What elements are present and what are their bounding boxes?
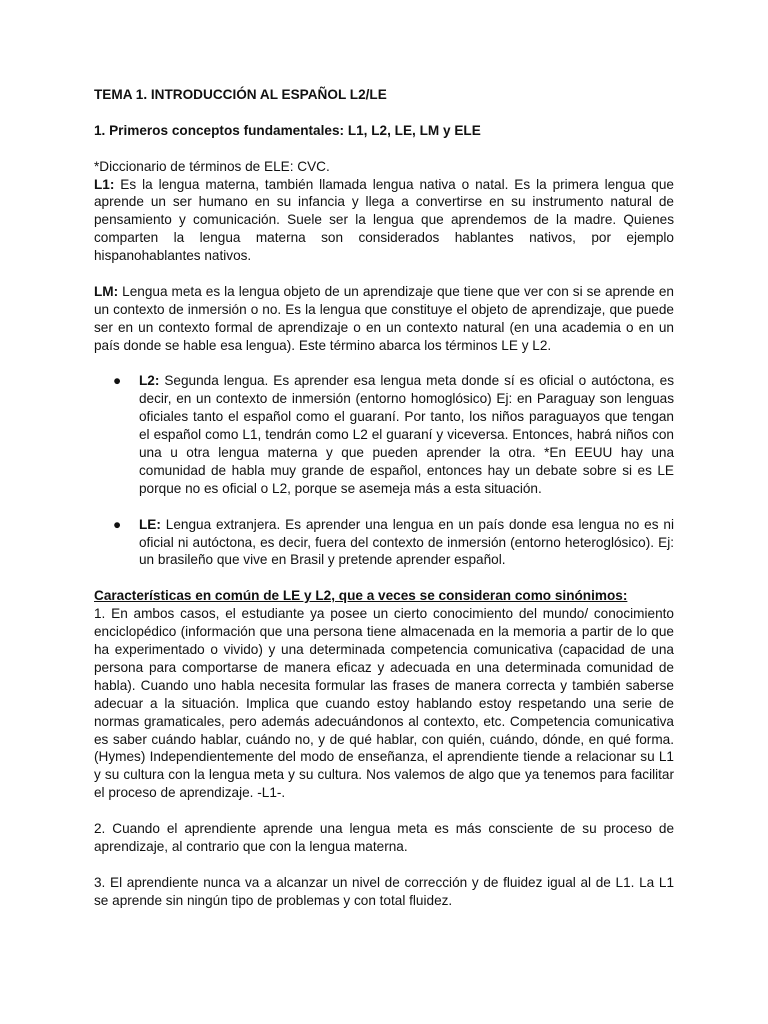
paragraph-lm [94, 283, 674, 355]
point-1: 1. En ambos casos, el estudiante ya posee un cierto conocimiento del mundo/ conocimiento enciclopédico (información que una persona tiene almacenada en la memoria a partir de lo que ha experimentado o vivido) y una determinada competencia comunicativa (capacidad de una persona para comportarse de manera eficaz y adecuada en una determinada comunidad de habla). Cuando uno habla necesita formular las frases de manera correcta y también saberse adecuar a la situación. Implica que cuando estoy hablando estoy respetando una serie de normas gramaticales, pero además adecuándonos al contexto, etc. Competencia comunicativa es saber cuándo hablar, cuándo no, y de qué hablar, con quién, cuándo, dónde, en qué forma. (Hymes) Independientemente del modo de enseñanza, el aprendiente tiende a relacionar su L1 y su cultura con la lengua meta y su cultura. Nos valemos de algo que ya tenemos para facilitar el proceso de aprendizaje. -L1-. [94, 606, 674, 801]
definition-l2: Segunda lengua. Es aprender esa lengua meta donde sí es oficial o autóctona, es decir, en un contexto de inmersión (entorno homoglósico) Ej: en Paraguay son lenguas oficiales tanto el español como el guaraní. Por tanto, los niños paraguayos que tengan el español como L1, tendrán como L2 el guaraní y viceversa. Entonces, habrá niños con una u otra lengua materna y que pueden aprender la otra. *En EEUU hay una comunidad de habla muy grande de español, entonces hay un debate sobre si es LE porque no es oficial o L2, porque se asemeja más a esta situación. [139, 373, 674, 496]
point-2: 2. Cuando el aprendiente aprende una lengua meta es más consciente de su proceso de aprendizaje, al contrario que con la lengua materna. [94, 821, 674, 854]
bullet-item-le [94, 516, 674, 570]
point-3: 3. El aprendiente nunca va a alcanzar un nivel de corrección y de fluidez igual al de L1. La L1 se aprende sin ningún tipo de problemas y con total fluidez. [94, 874, 674, 908]
section-heading: 1. Primeros conceptos fundamentales: L1, L2, LE, LM y ELE [94, 122, 481, 138]
bullet-item-l2 [94, 372, 674, 497]
document-page [94, 86, 674, 910]
term-l1: L1: [94, 176, 115, 192]
definition-lm: Lengua meta es la lengua objeto de un aprendizaje que tiene que ver con si se aprende en un contexto de inmersión o no. Es la lengua que constituye el objeto de aprendizaje, que puede ser en un contexto formal de aprendizaje o en un contexto natural (en una academia o en un país donde se hable esa lengua). Este término abarca los términos LE y L2. [94, 283, 674, 353]
paragraph-l1 [94, 176, 674, 266]
term-lm: LM: [94, 283, 119, 299]
dictionary-note: *Diccionario de términos de ELE: CVC. [94, 158, 330, 174]
document-title: TEMA 1. INTRODUCCIÓN AL ESPAÑOL L2/LE [94, 87, 387, 102]
definition-le: Lengua extranjera. Es aprender una lengua en un país donde esa lengua no es ni oficial ni autóctona, es decir, fuera del contexto de inmersión (entorno heteroglósico). Ej: un brasileño que vive en Brasil y pretende aprender español. [139, 516, 674, 568]
characteristics-heading: Características en común de LE y L2, que a veces se consideran como sinónimos: [94, 588, 628, 604]
definition-l1: Es la lengua materna, también llamada lengua nativa o natal. Es la primera lengua que aprende un ser humano en su infancia y llega a convertirse en su instrumento natural de pensamiento y comunicación. Suele ser la lengua que aprendemos de la madre. Quienes comparten la lengua materna son considerados hablantes nativos, por ejemplo hispanohablantes nativos. [94, 176, 674, 264]
bullet-icon: ● [113, 373, 122, 389]
term-l2: L2: [139, 373, 160, 389]
bullet-icon: ● [113, 516, 122, 532]
bullet-list [94, 372, 674, 569]
term-le: LE: [139, 516, 161, 532]
